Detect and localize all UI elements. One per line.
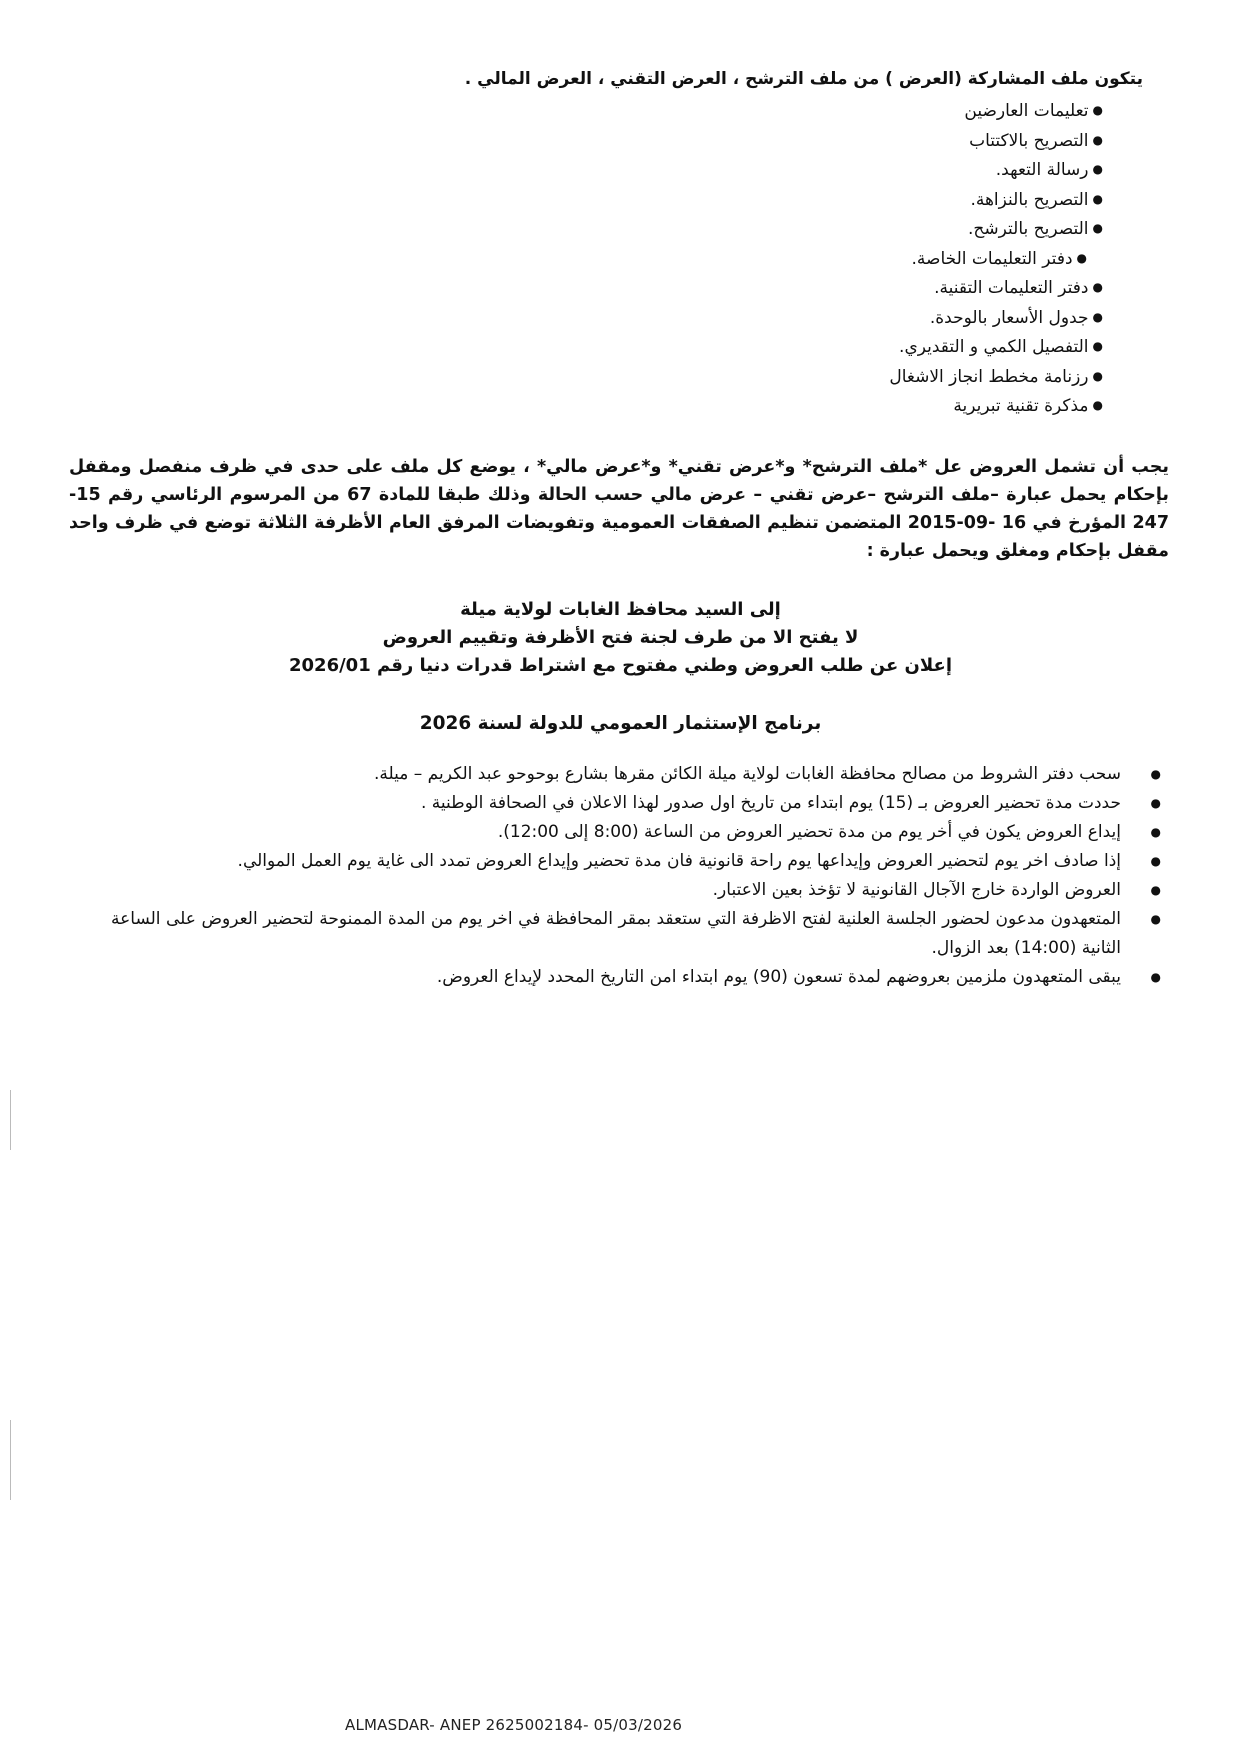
bullet-icon: ● (1092, 339, 1103, 353)
bullet-icon: ● (1150, 854, 1161, 868)
publication-reference: ALMASDAR- ANEP 2625002184- 05/03/2026 (345, 1716, 683, 1734)
list-item-text: مذكرة تقنية تبريرية (953, 395, 1089, 416)
bullet-icon: ● (1150, 883, 1161, 897)
list-item (603, 332, 1103, 362)
list-item-text: إيداع العروض يكون في أخر يوم من مدة تحضير العروض من الساعة (8:00 إلى 12:00). (497, 822, 1121, 842)
bullet-icon: ● (1092, 368, 1103, 383)
list-item-text: جدول الأسعار بالوحدة. (929, 307, 1089, 328)
list-item-text: تعليمات العارضين (964, 100, 1089, 121)
bullet-icon: ● (1092, 103, 1103, 117)
bullet-icon: ● (1092, 398, 1103, 412)
list-item (603, 362, 1103, 392)
list-item-text: التصريح بالترشح. (968, 218, 1089, 239)
bullet-icon: ● (1150, 767, 1161, 781)
list-item (111, 876, 1161, 905)
announcement-heading: إعلان عن طلب العروض وطني مفتوح مع اشتراط قدرات دنيا رقم 2026/01 (289, 655, 952, 676)
list-item (603, 96, 1103, 126)
bullet-icon: ● (1092, 221, 1103, 235)
list-item (603, 303, 1103, 333)
intro-line: يتكون ملف المشاركة (العرض ) من ملف الترشح ، العرض التقني ، العرض المالي . (464, 69, 1143, 89)
list-item-text: التصريح بالاكتتاب (969, 130, 1089, 151)
list-item-text: إذا صادف اخر يوم لتحضير العروض وإيداعها يوم راحة قانونية فان مدة تحضير وإيداع العروض تمدد الى غاية يوم العمل الموالي. (237, 851, 1121, 871)
bullet-icon: ● (1092, 132, 1103, 147)
list-item-text: رزنامة مخطط انجاز الاشغال (889, 366, 1089, 387)
list-item (603, 155, 1103, 185)
list-item-text: دفتر التعليمات التقنية. (934, 277, 1089, 298)
bullet-icon: ● (1092, 280, 1103, 294)
bullet-icon: ● (1092, 191, 1103, 206)
list-item-text: العروض الواردة خارج الآجال القانونية لا تؤخذ بعين الاعتبار. (712, 880, 1121, 900)
list-item (603, 126, 1103, 156)
list-item (111, 905, 1161, 963)
addressee-heading: إلى السيد محافظ الغابات لولاية ميلة (460, 599, 781, 620)
bullet-icon: ● (1150, 796, 1161, 810)
bullet-icon: ● (1092, 309, 1103, 324)
bullet-icon: ● (1150, 970, 1161, 984)
list-item (111, 760, 1161, 789)
bullet-icon: ● (1150, 825, 1161, 839)
list-item (603, 273, 1103, 303)
list-item-text: دفتر التعليمات الخاصة. (911, 248, 1073, 269)
list-item-text: حددت مدة تحضير العروض بـ (15) يوم ابتداء من تاريخ اول صدور لهذا الاعلان في الصحافة الوطنية . (420, 793, 1121, 813)
list-item (111, 963, 1161, 992)
list-item-text: التصريح بالنزاهة. (970, 189, 1089, 210)
bullet-icon: ● (1092, 162, 1103, 176)
list-item (111, 789, 1161, 818)
notice-heading: لا يفتح الا من طرف لجنة فتح الأظرفة وتقييم العروض (382, 627, 859, 648)
list-item (111, 847, 1161, 876)
program-heading: برنامج الإستثمار العمومي للدولة لسنة 2026 (419, 713, 822, 734)
list-item (111, 818, 1161, 847)
list-item-text: التفصيل الكمي و التقديري. (899, 336, 1089, 357)
bullet-icon: ● (1150, 912, 1161, 926)
list-item-text: سحب دفتر الشروط من مصالح محافظة الغابات لولاية ميلة الكائن مقرها بشارع بوحوحو عبد الكريم – ميلة. (373, 764, 1121, 784)
required-documents-list (603, 96, 1103, 421)
list-item-text: رسالة التعهد. (995, 159, 1089, 180)
list-item-text: المتعهدون مدعون لحضور الجلسة العلنية لفتح الاظرفة التي ستعقد بمقر المحافظة في اخر يوم من المدة الممنوحة لتحضير العروض على الساعة الثانية (14:00) بعد الزوال. (111, 909, 1121, 958)
scan-edge-mark (10, 1090, 11, 1150)
list-item-text: يبقى المتعهدون ملزمين بعروضهم لمدة تسعون (90) يوم ابتداء امن التاريخ المحدد لإيداع العروض. (436, 967, 1121, 987)
list-item (603, 214, 1103, 244)
conditions-list (111, 760, 1161, 992)
submission-paragraph: يجب أن تشمل العروض عل *ملف الترشح* و*عرض تقني* و*عرض مالي* ، يوضع كل ملف على حدى في ظرف منفصل ومقفل بإحكام يحمل عبارة –ملف الترشح –عرض تقني – عرض مالي حسب الحالة وذلك طبقا للمادة 67 من المرسوم الرئاسي رقم 15-247 المؤرخ في 16 -09-2015 المتضمن تنظيم الصفقات العمومية وتفويضات المرفق العام الأظرفة الثلاثة توضع في ظرف واحد مقفل بإحكام ومغلق ويحمل عبارة : (69, 457, 1169, 561)
list-item (603, 391, 1103, 421)
list-item (603, 185, 1103, 215)
list-item (603, 244, 1103, 274)
scan-edge-mark (10, 1420, 11, 1500)
bullet-icon: ● (1076, 250, 1087, 265)
